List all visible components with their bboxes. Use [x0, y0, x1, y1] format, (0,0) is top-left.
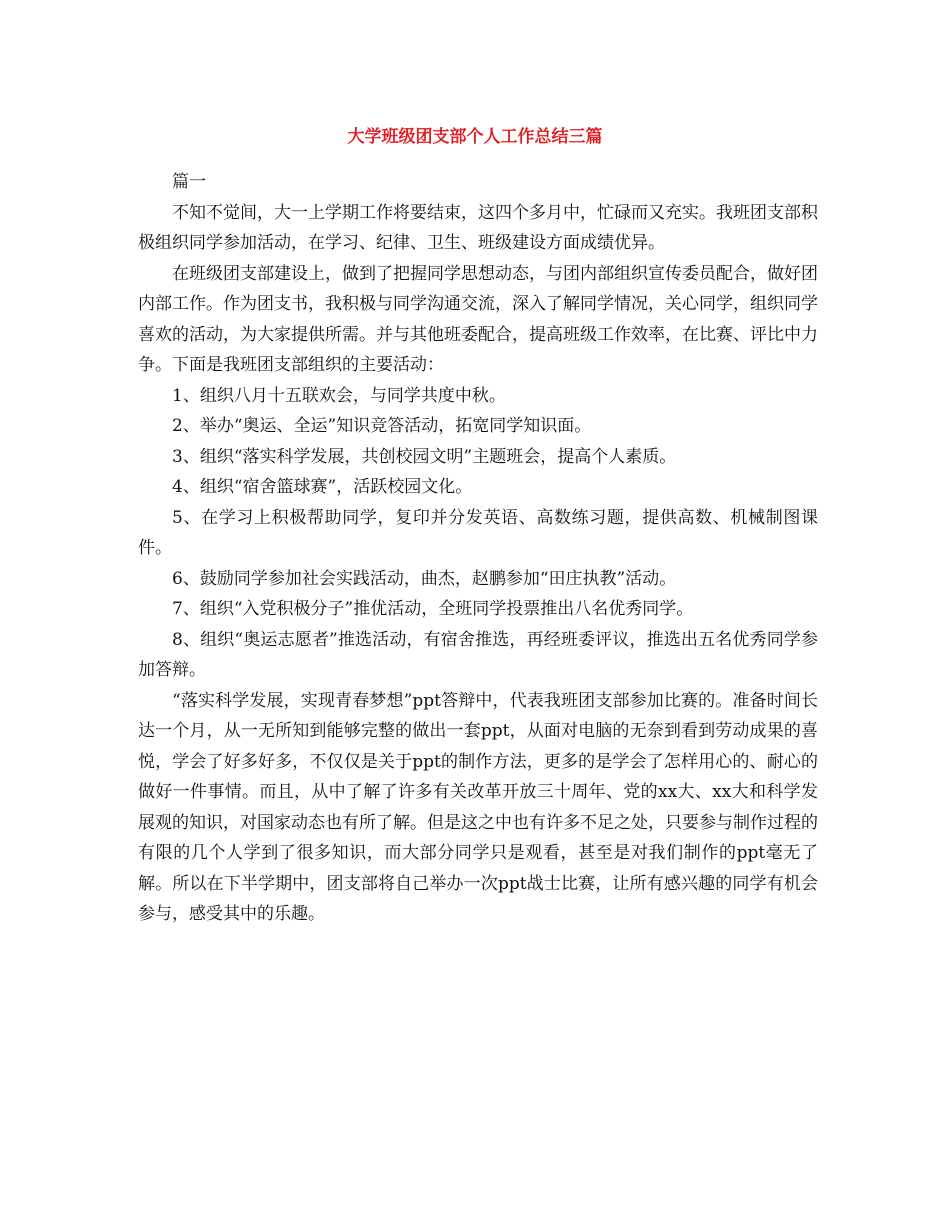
paragraph: 不知不觉间，大一上学期工作将要结束，这四个多月中，忙碌而又充实。我班团支部积极组织同学参加活动，在学习、纪律、卫生、班级建设方面成绩优异。	[138, 202, 818, 253]
paragraph: “落实科学发展，实现青春梦想”ppt答辩中，代表我班团支部参加比赛的。准备时间长达一个月，从一无所知到能够完整的做出一套ppt，从面对电脑的无奈到看到劳动成果的喜悦，学会了好多好多，不仅仅是关于ppt的制作方法，更多的是学会了怎样用心的、耐心的做好一件事情。而且，从中了解了许多有关改革开放三十周年、党的xx大、xx大和科学发展观的知识，对国家动态也有所了解。但是这之中也有许多不足之处，只要参与制作过程的有限的几个人学到了很多知识，而大部分同学只是观看，甚至是对我们制作的ppt毫无了解。所以在下半学期中，团支部将自己举办一次ppt战士比赛，让所有感兴趣的同学有机会参与，感受其中的乐趣。	[138, 690, 818, 924]
document-title: 大学班级团支部个人工作总结三篇	[347, 127, 603, 147]
list-item: 7、组织“入党积极分子”推优活动，全班同学投票推出八名优秀同学。	[172, 599, 694, 619]
document-body	[138, 167, 818, 930]
list-item: 1、组织八月十五联欢会，与同学共度中秋。	[172, 385, 506, 406]
paragraph: 在班级团支部建设上，做到了把握同学思想动态，与团内部组织宣传委员配合，做好团内部工作。作为团支书，我积极与同学沟通交流，深入了解同学情况，关心同学，组织同学喜欢的活动，为大家提供所需。并与其他班委配合，提高班级工作效率，在比赛、评比中力争。下面是我班团支部组织的主要活动：	[138, 263, 818, 375]
list-item: 3、组织“落实科学发展，共创校园文明”主题班会，提高个人素质。	[172, 446, 677, 467]
list-item: 6、鼓励同学参加社会实践活动，曲杰，赵鹏参加“田庄执教”活动。	[172, 568, 677, 589]
list-item: 2、举办“奥运、全运”知识竞答活动，拓宽同学知识面。	[172, 416, 592, 436]
list-item: 8、组织“奥运志愿者”推选活动，有宿舍推选，再经班委评议，推选出五名优秀同学参加答辩。	[138, 629, 818, 680]
list-item: 4、组织“宿舍篮球赛”，活跃校园文化。	[172, 477, 473, 497]
list-item: 5、在学习上积极帮助同学，复印并分发英语、高数练习题，提供高数、机械制图课件。	[138, 507, 818, 558]
section-heading: 篇一	[172, 172, 206, 192]
